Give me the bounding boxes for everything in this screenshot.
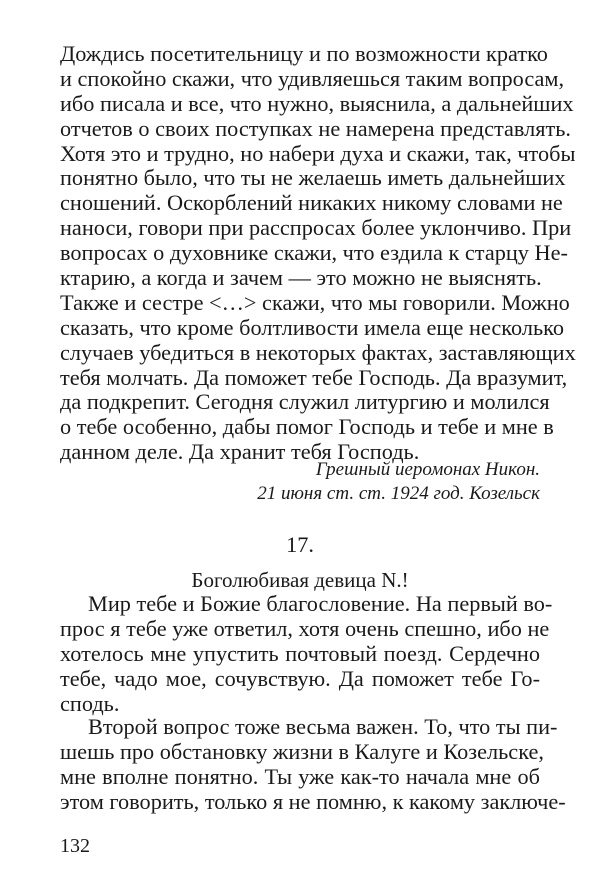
text-line: Также и сестре <…> скажи, что мы говорили. Можно — [60, 289, 570, 315]
text-line: да подкрепит. Сегодня служил литургию и молился — [60, 389, 550, 415]
text-line: наноси, говори при расспросах более уклончиво. При — [60, 215, 572, 241]
text-line: сказать, что кроме болтливости имела еще несколько — [60, 314, 564, 340]
text-line: ибо писала и все, что нужно, выяснила, а дальнейших — [60, 90, 574, 116]
text-line: Второй вопрос тоже весьма важен. То, что ты пи- — [88, 714, 558, 739]
text-line: сподь. — [60, 690, 120, 716]
text-line: Дождись посетительницу и по возможности кратко — [60, 41, 548, 66]
text-line: ктарию, а когда и зачем — это можно не выяснять. — [60, 265, 542, 291]
salutation: Боголюбивая девица N.! — [191, 568, 409, 592]
text-line: о тебе особенно, дабы помог Господь и тебе и мне в — [60, 414, 554, 440]
text-line: сношений. Оскорблений никаких никому словами не — [60, 190, 563, 216]
text-line: шешь про обстановку жизни в Калуге и Козельске, — [60, 738, 544, 764]
signature: Грешный иеромонах Никон. — [315, 459, 540, 480]
letter-17-paragraph-1 — [60, 591, 553, 716]
text-line: Хотя это и трудно, но набери духа и скажи, так, чтобы — [60, 140, 576, 166]
text-line: хотелось мне упустить почтовый поезд. Сердечно — [60, 640, 540, 666]
text-line: понятно было, что ты не желаешь иметь дальнейших — [60, 165, 566, 191]
letter-date-place: 21 июня ст. ст. 1924 год. Козельск — [257, 483, 540, 504]
text-line: прос я тебе уже ответил, хотя очень спешно, ибо не — [60, 615, 550, 641]
text-line: тебе, чадо мое, сочувствую. Да поможет тебе Го- — [60, 665, 540, 691]
text-line: этом говорить, только я не помню, к какому заключе- — [60, 788, 566, 814]
text-line: Мир тебе и Божие благословение. На первый во- — [88, 591, 553, 616]
letter-number: 17. — [286, 532, 314, 557]
page-number: 132 — [60, 835, 90, 857]
letter-16-closing-text — [60, 41, 576, 465]
text-line: и спокойно скажи, что удивляешься таким вопросам, — [60, 65, 565, 91]
text-line: мне вполне понятно. Ты уже как-то начала мне об — [60, 763, 540, 789]
text-line: вопросах о духовнике скажи, что ездила к старцу Не- — [60, 240, 568, 266]
text-line: случаев убедиться в некоторых фактах, заставляющих — [60, 339, 576, 365]
letter-17-paragraph-2 — [60, 714, 566, 815]
text-line: данном деле. Да хранит тебя Господь. — [60, 439, 420, 465]
text-line: тебя молчать. Да поможет тебе Господь. Да вразумит, — [60, 364, 568, 390]
text-line: отчетов о своих поступках не намерена представлять. — [60, 115, 572, 141]
